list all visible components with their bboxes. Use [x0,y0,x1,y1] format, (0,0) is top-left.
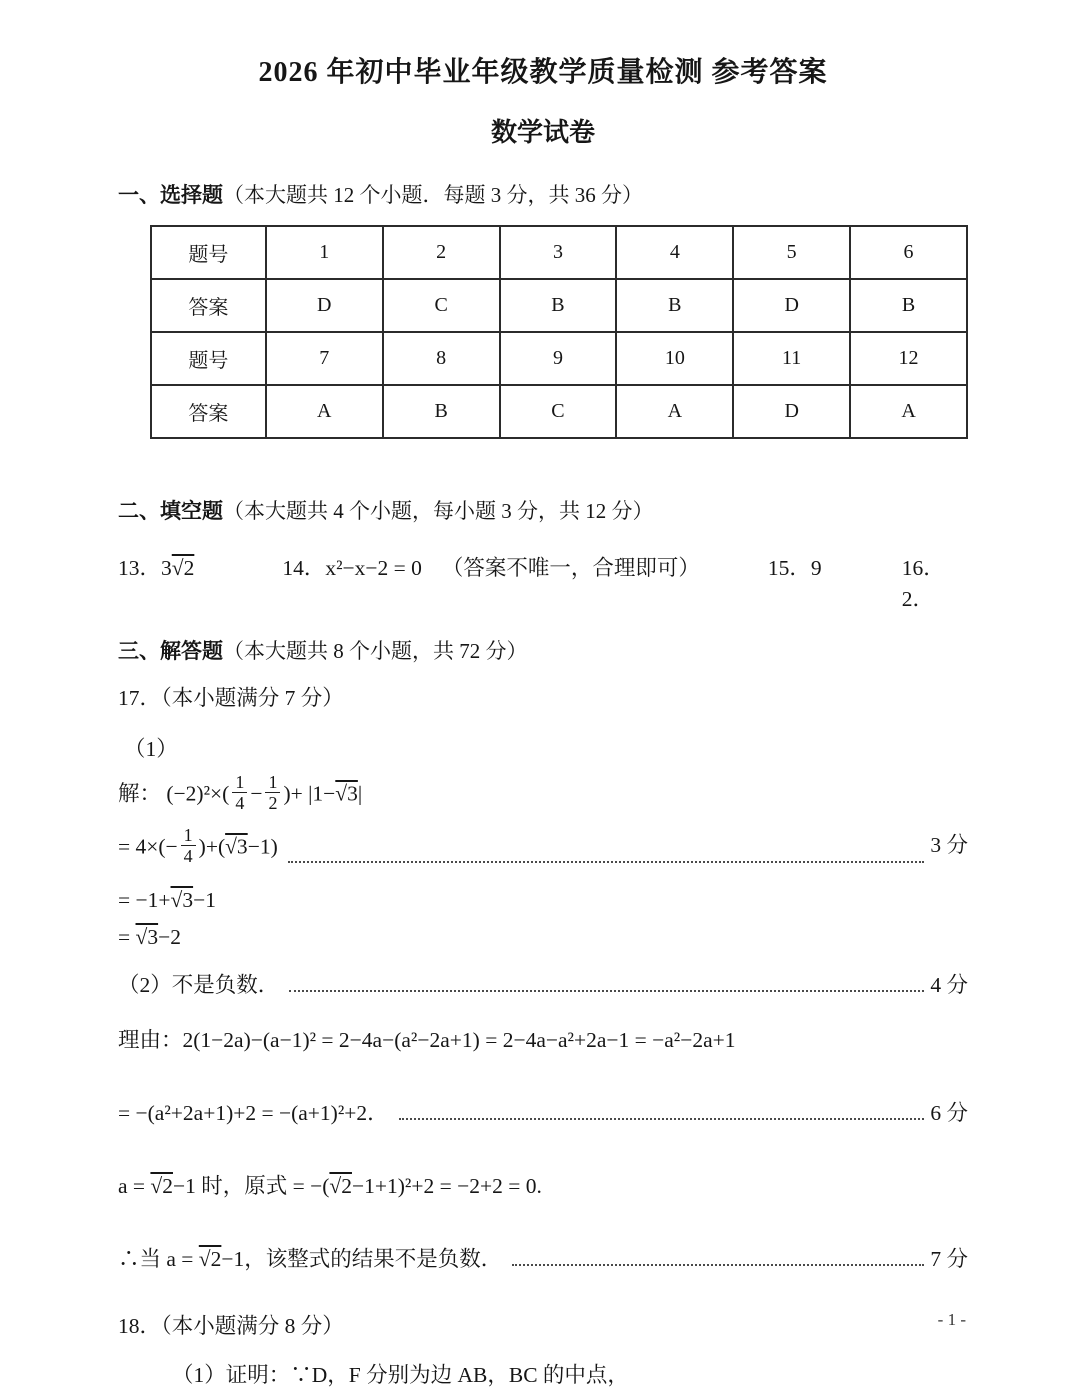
choice-section-heading [118,179,968,209]
dotted-leader [288,861,925,863]
q17-part1-line2 [118,825,968,869]
math-expression: = −(a²+2a+1)+2 = −(a+1)²+2． [118,1100,389,1125]
q17-part2-line3 [118,1096,968,1127]
row-label-cell: 答案 [151,279,266,332]
score-label: 6 分 [930,1100,968,1125]
dotted-leader [399,1118,925,1120]
question-number-cell: 1 [266,226,383,279]
answer-cell: D [733,279,850,332]
question-number-cell: 6 [850,226,967,279]
radical: √3 [170,887,194,912]
page-subtitle: 数学试卷 [490,118,595,147]
solve-section-heading [118,635,968,665]
q17-part1-line4 [118,925,968,950]
question-number-cell: 7 [266,332,383,385]
math-segment: ∴当 a = [118,1246,199,1271]
math-expression [118,1242,502,1273]
math-segment: a = [118,1173,151,1198]
question-18-heading: 18．（本小题满分 8 分） [118,1313,344,1338]
radical: √2 [198,1246,222,1271]
math-segment: = −1+ [118,887,171,912]
question-number-cell: 4 [616,226,733,279]
math-segment: −1) [247,834,278,859]
table-row [151,385,967,438]
row-label-cell: 题号 [151,332,266,385]
question-17-heading: 17．（本小题满分 7 分） [118,686,344,710]
q17-part2-conclusion [118,1242,968,1273]
score-label: 4 分 [930,972,968,997]
answer-cell: C [500,385,617,438]
answer-cell: A [266,385,383,438]
fraction [265,772,280,813]
radical: √2 [150,1173,173,1198]
score-label: 7 分 [930,1246,968,1271]
answer-14 [282,551,700,582]
math-expression [118,825,278,869]
question-number-cell: 11 [733,332,850,385]
math-segment: − [250,781,263,806]
page-title: 2026 年初中毕业年级教学质量检测 参考答案 [258,57,828,88]
fill-heading-desc: （本大题共 4 个小题，每小题 3 分，共 12 分） [223,499,654,523]
question-number-cell: 10 [616,332,733,385]
fraction-numerator: 1 [268,772,278,792]
choice-answer-table [150,225,968,439]
radical: √3 [335,781,358,806]
fraction-denominator: 4 [232,792,247,813]
fraction-denominator: 4 [181,845,196,866]
q18-part1-line1: （1）证明：∵D，F 分别为边 AB，BC 的中点， [172,1362,629,1387]
math-segment: = [118,924,136,949]
fraction-denominator: 2 [265,792,280,813]
math-segment: −1 [193,887,216,912]
row-label-cell: 答案 [151,385,266,438]
table-row [151,332,967,385]
math-segment: | [357,781,363,806]
math-segment: 解： (−2)²×( [118,781,230,806]
q17-part2-reason: 理由：2(1−2a)−(a−1)² = 2−4a−(a²−2a+1) = 2−4a−a²+2a−1 = −a²−2a+1 [118,1027,736,1052]
answer-cell: B [383,385,500,438]
page-number: - 1 - [937,1310,966,1329]
row-label-cell: 题号 [151,226,266,279]
math-segment: −1 时，原式 = −( [172,1173,330,1198]
question-number-cell: 9 [500,332,617,385]
answer-cell: B [850,279,967,332]
math-segment: 13．3 [118,556,172,580]
dotted-leader [512,1264,924,1266]
fill-section-heading [118,495,968,525]
answer-cell: B [500,279,617,332]
table-row [151,279,967,332]
question-number-cell: 5 [733,226,850,279]
choice-heading-label: 一、选择题 [118,183,223,207]
math-segment: )+ |1− [283,781,336,806]
fraction-numerator: 1 [235,772,245,792]
radical: √3 [225,834,248,859]
q17-part1-line1 [118,772,968,816]
score-label: 3 分 [930,833,968,858]
math-expression: （2）不是负数． [118,972,280,997]
math-segment: −1，该整式的结果不是负数． [221,1246,503,1271]
radical: √2 [329,1173,352,1198]
q17-part1-line3 [118,888,968,913]
q17-part2-answer [118,968,968,999]
fill-heading-label: 二、填空题 [118,499,223,523]
math-segment: −2 [158,924,181,949]
radical: √3 [135,924,159,949]
q17-part2-line4 [118,1169,968,1200]
answer-cell: D [266,279,383,332]
math-segment: )+( [198,834,226,859]
answer-14-note: （答案不唯一，合理即可） [441,556,700,580]
table-row [151,226,967,279]
choice-heading-desc: （本大题共 12 个小题．每题 3 分，共 36 分） [223,183,643,207]
answer-16: 16．2． [901,556,945,611]
dotted-leader [289,990,924,992]
fraction [232,772,247,813]
fraction-numerator: 1 [183,825,193,846]
answer-cell: A [616,385,733,438]
answer-cell: D [733,385,850,438]
answer-cell: A [850,385,967,438]
answer-15: 15．9 [767,556,822,580]
solve-heading-label: 三、解答题 [118,639,223,663]
answer-cell: C [383,279,500,332]
radical: √2 [171,556,195,580]
question-number-cell: 2 [383,226,500,279]
answer-cell: B [616,279,733,332]
q17-part1-label: （1） [124,737,178,761]
fill-answers-line [118,551,968,613]
math-segment: −1+1)²+2 = −2+2 = 0. [351,1173,542,1198]
question-number-cell: 3 [500,226,617,279]
math-segment: 14．x²−x−2 = 0 [282,556,422,580]
fraction [181,825,196,866]
solve-heading-desc: （本大题共 8 个小题，共 72 分） [223,639,528,663]
answer-13 [118,551,194,582]
question-number-cell: 8 [383,332,500,385]
question-number-cell: 12 [850,332,967,385]
math-segment: = 4×(− [118,834,178,859]
